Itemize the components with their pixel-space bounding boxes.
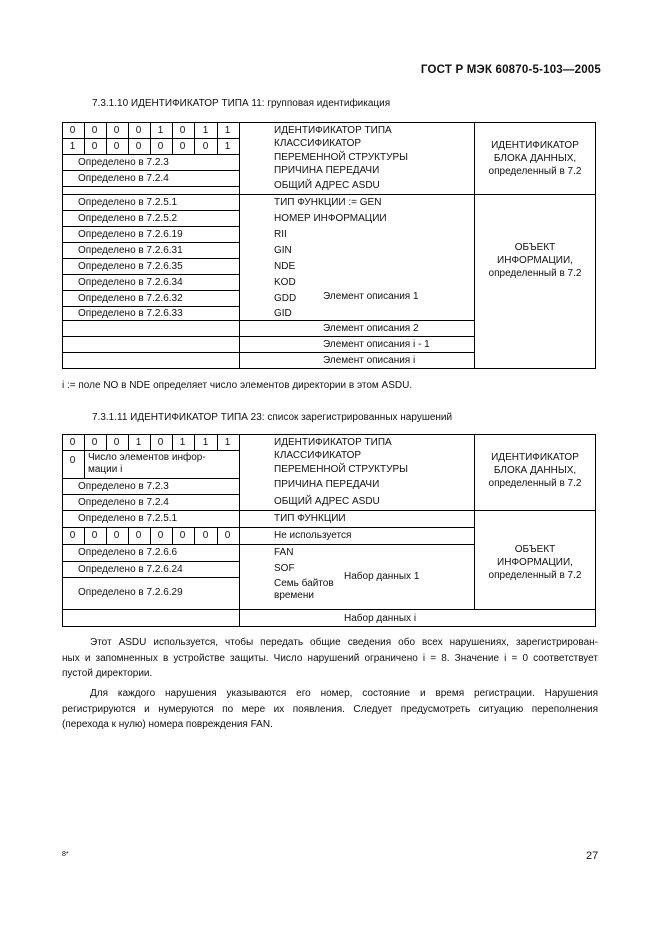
block-label <box>475 139 595 178</box>
bit-cell: 0 <box>135 530 142 541</box>
bit-cell: 1 <box>224 437 231 448</box>
field-name: КЛАССИФИКАТОР <box>274 450 362 461</box>
field-name: Не используется <box>274 530 352 541</box>
field-name: ОБЩИЙ АДРЕС ASDU <box>274 180 380 191</box>
left-definition: Определено в 7.2.4 <box>78 497 169 508</box>
section-caption-7-3-1-10: 7.3.1.10 ИДЕНТИФИКАТОР ТИПА 11: групповая идентификация <box>92 98 391 109</box>
bit-cell: 1 <box>69 141 76 152</box>
left-definition: Определено в 7.2.5.1 <box>78 513 178 524</box>
time-field-label <box>274 578 334 602</box>
paragraph-line: Этот ASDU используется, чтобы передать общие сведения обо всех нарушениях, зарегистрирован- <box>90 637 598 648</box>
bit-cell: 1 <box>224 125 231 136</box>
block-label-line: БЛОКА ДАННЫХ, <box>493 465 577 476</box>
left-definition: Определено в 7.2.6.35 <box>78 261 183 272</box>
element-count-line: мации i <box>88 464 123 475</box>
bit-cell: 0 <box>179 141 186 152</box>
type-11-table <box>62 122 596 368</box>
object-label-line: ИНФОРМАЦИИ, <box>497 557 573 568</box>
block-label-line: ИДЕНТИФИКАТОР <box>491 140 579 151</box>
left-definition: Определено в 7.2.5.2 <box>78 213 178 224</box>
bit-cell: 1 <box>179 437 186 448</box>
bit-cell: 1 <box>135 437 142 448</box>
field-name: КЛАССИФИКАТОР <box>274 138 362 149</box>
description-element-i-1: Элемент описания i - 1 <box>323 339 430 350</box>
paragraph-2 <box>62 686 598 733</box>
paragraph-line: Для каждого нарушения указываются его номер, состояние и время регистрации. Нарушения <box>90 688 598 699</box>
description-element-1: Элемент описания 1 <box>323 291 419 302</box>
bit-cell: 0 <box>113 437 120 448</box>
bit-cell: 0 <box>69 455 76 466</box>
bit-cell: 0 <box>135 125 142 136</box>
paragraph-line: (перехода к нулю) номера повреждения FAN. <box>62 719 273 730</box>
object-label-line: ОБЪЕКТ <box>514 544 556 555</box>
left-definition: Определено в 7.2.6.31 <box>78 245 183 256</box>
left-definition: Определено в 7.2.3 <box>78 481 169 492</box>
bit-cell: 0 <box>157 530 164 541</box>
bit-cell: 0 <box>113 141 120 152</box>
field-name: ПРИЧИНА ПЕРЕДАЧИ <box>274 479 380 490</box>
field-name: ПЕРЕМЕННОЙ СТРУКТУРЫ <box>274 152 408 163</box>
object-label-line: определенный в 7.2 <box>488 570 582 581</box>
field-name: FAN <box>274 547 294 558</box>
bit-cell: 0 <box>202 530 209 541</box>
field-name: GDD <box>274 293 297 304</box>
footer-mark: 8* <box>62 851 69 858</box>
bit-cell: 0 <box>224 530 231 541</box>
object-label-line: ИНФОРМАЦИИ, <box>497 255 573 266</box>
left-definition: Определено в 7.2.6.32 <box>78 293 183 304</box>
field-name: ИДЕНТИФИКАТОР ТИПА <box>274 125 392 136</box>
object-label <box>475 241 595 280</box>
bit-cell: 0 <box>157 141 164 152</box>
bit-cell: 0 <box>179 125 186 136</box>
field-name: GID <box>274 308 292 319</box>
bit-cell: 0 <box>91 125 98 136</box>
field-name: ТИП ФУНКЦИИ := GEN <box>274 197 382 208</box>
field-name: ОБЩИЙ АДРЕС ASDU <box>274 496 380 507</box>
block-label-line: определенный в 7.2 <box>488 166 582 177</box>
type-23-table <box>62 434 596 626</box>
bit-cell: 0 <box>69 125 76 136</box>
bit-cell: 1 <box>202 437 209 448</box>
left-definition: Определено в 7.2.3 <box>78 157 169 168</box>
bit-cell: 0 <box>113 530 120 541</box>
description-element-i: Элемент описания i <box>323 355 416 366</box>
bit-cell: 1 <box>202 125 209 136</box>
field-name: ТИП ФУНКЦИИ <box>274 513 346 524</box>
element-count-line: Число элементов инфор- <box>88 452 206 463</box>
field-name: RII <box>274 229 287 240</box>
left-definition: Определено в 7.2.4 <box>78 173 169 184</box>
field-name: ПЕРЕМЕННОЙ СТРУКТУРЫ <box>274 464 408 475</box>
bit-cell: 0 <box>113 125 120 136</box>
description-element-2: Элемент описания 2 <box>323 323 419 334</box>
document-header: ГОСТ Р МЭК 60870-5-103—2005 <box>420 64 601 76</box>
paragraph-line: регистрируются и нумеруются по мере их появления. Следует предусмотреть ситуацию переполнения <box>62 703 598 715</box>
bit-cell: 0 <box>91 437 98 448</box>
table-note: i := поле NO в NDE определяет число элементов директории в этом ASDU. <box>62 380 413 391</box>
field-name: ИДЕНТИФИКАТОР ТИПА <box>274 437 392 448</box>
bit-cell: 0 <box>202 141 209 152</box>
bit-cell: 1 <box>157 125 164 136</box>
paragraph-1 <box>62 635 598 682</box>
block-label <box>475 451 595 490</box>
block-label-line: ИДЕНТИФИКАТОР <box>491 452 579 463</box>
dataset-1-label: Набор данных 1 <box>344 571 420 582</box>
block-label-line: БЛОКА ДАННЫХ, <box>493 153 577 164</box>
field-name: GIN <box>274 245 292 256</box>
object-label <box>475 543 595 582</box>
page-number: 27 <box>586 850 599 862</box>
time-field-line: времени <box>274 590 314 601</box>
left-definition: Определено в 7.2.6.29 <box>78 587 183 598</box>
paragraph-line: пустой директории. <box>62 668 153 679</box>
bit-cell: 0 <box>157 437 164 448</box>
left-definition: Определено в 7.2.6.34 <box>78 277 183 288</box>
dataset-i-label: Набор данных i <box>344 613 417 624</box>
block-label-line: определенный в 7.2 <box>488 478 582 489</box>
bit-cell: 0 <box>135 141 142 152</box>
field-name: НОМЕР ИНФОРМАЦИИ <box>274 213 387 224</box>
paragraph-line: ных и запомненных в устройстве защиты. Число нарушений ограничено i = 8. Значение i = 0 соответствует <box>62 652 598 664</box>
bit-cell: 0 <box>69 530 76 541</box>
left-definition: Определено в 7.2.6.6 <box>78 547 178 558</box>
element-count-label <box>88 452 206 476</box>
bit-cell: 0 <box>91 141 98 152</box>
left-definition: Определено в 7.2.6.19 <box>78 229 183 240</box>
left-definition: Определено в 7.2.5.1 <box>78 197 178 208</box>
time-field-line: Семь байтов <box>274 578 334 589</box>
field-name: NDE <box>274 261 296 272</box>
left-definition: Определено в 7.2.6.33 <box>78 308 183 319</box>
object-label-line: ОБЪЕКТ <box>514 242 556 253</box>
left-definition: Определено в 7.2.6.24 <box>78 564 183 575</box>
field-name: KOD <box>274 277 296 288</box>
field-name: ПРИЧИНА ПЕРЕДАЧИ <box>274 165 380 176</box>
bit-cell: 0 <box>69 437 76 448</box>
bit-cell: 0 <box>91 530 98 541</box>
bit-cell: 1 <box>224 141 231 152</box>
section-caption-7-3-1-11: 7.3.1.11 ИДЕНТИФИКАТОР ТИПА 23: список зарегистрированных нарушений <box>92 412 453 423</box>
object-label-line: определенный в 7.2 <box>488 268 582 279</box>
bit-cell: 0 <box>179 530 186 541</box>
field-name: SOF <box>274 563 295 574</box>
